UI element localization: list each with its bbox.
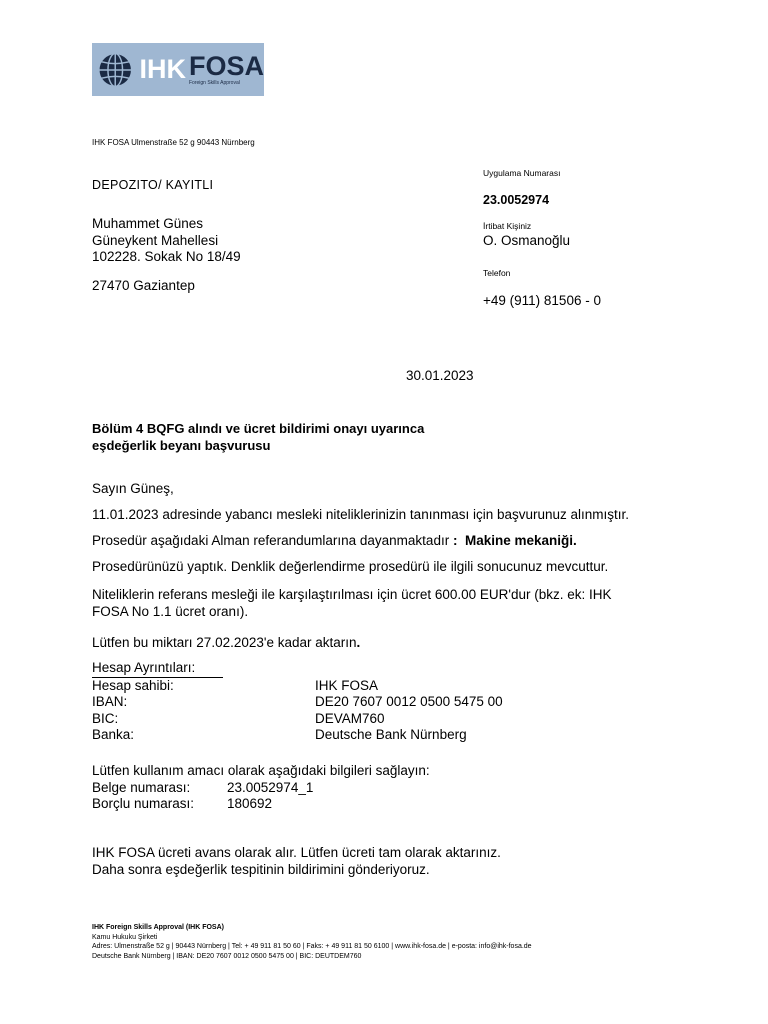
paragraph-2-text: Prosedür aşağıdaki Alman referandumlarına dayanmaktadır	[92, 533, 450, 548]
footer	[92, 923, 532, 961]
app-number-label: Uygulama Numarası	[483, 168, 561, 178]
paragraph-5-text: Lütfen bu miktarı 27.02.2023'e kadar aktarın	[92, 635, 357, 650]
debtor-number-label: Borçlu numarası:	[92, 796, 195, 811]
globe-icon	[97, 50, 133, 90]
salutation: Sayın Güneş,	[92, 481, 174, 496]
reference-occupation: Makine mekaniği.	[464, 533, 577, 548]
account-holder-label: Hesap sahibi:	[92, 677, 174, 693]
paragraph-1: 11.01.2023 adresinde yabancı mesleki niteliklerinizin tanınması için başvurunuz alınmıştır.	[92, 507, 630, 522]
bank-value: Deutsche Bank Nürnberg	[315, 727, 467, 742]
footer-address: Adres: Ulmenstraße 52 g | 90443 Nürnberg | Tel: + 49 911 81 50 60 | Faks: + 49 911 81 50 6100 | www.ihk-fosa.de | e-posta: info@ihk-fosa.de	[92, 943, 532, 950]
subject-line-2: eşdeğerlik beyanı başvurusu	[92, 438, 271, 453]
iban-label: IBAN:	[92, 694, 128, 709]
footer-legal-form: Kamu Hukuku Şirketi	[92, 933, 158, 941]
sender-line: IHK FOSA Ulmenstraße 52 g 90443 Nürnberg	[92, 138, 255, 147]
bic-value: DEVAM760	[315, 710, 385, 726]
paragraph-3: Prosedürünüzü yaptık. Denklik değerlendirme prosedürü ile ilgili sonucunuz mevcuttur.	[92, 559, 609, 574]
paragraph-4-line-1: Niteliklerin referans mesleği ile karşılaştırılması için ücret 600.00 EUR'dur (bkz. ek: IHK	[92, 587, 612, 602]
mail-type: DEPOZITO/ KAYITLI	[92, 178, 214, 192]
paragraph-4-line-2: FOSA No 1.1 ücret oranı).	[92, 603, 249, 619]
payment-purpose	[92, 763, 430, 813]
closing	[92, 845, 501, 878]
iban-value: DE20 7607 0012 0500 5475 00	[315, 694, 503, 709]
account-holder-value: IHK FOSA	[315, 677, 379, 693]
account-row-bic	[92, 711, 503, 728]
ihk-fosa-logo	[92, 43, 264, 96]
purpose-intro: Lütfen kullanım amacı olarak aşağıdaki bilgileri sağlayın:	[92, 763, 430, 778]
document-number-label: Belge numarası:	[92, 779, 191, 795]
closing-line-1: IHK FOSA ücreti avans olarak alır. Lütfen ücreti tam olarak aktarınız.	[92, 845, 501, 860]
paragraph-5	[92, 635, 360, 652]
closing-line-2: Daha sonra eşdeğerlik tespitinin bildirimini gönderiyoruz.	[92, 861, 430, 877]
bic-label: BIC:	[92, 710, 119, 726]
paragraph-5-dot: .	[356, 635, 361, 650]
document-number-value: 23.0052974_1	[227, 779, 314, 795]
logo-ihk-text: IHK	[139, 54, 186, 84]
paragraph-2	[92, 533, 577, 550]
recipient-street-no: 102228. Sokak No 18/49	[92, 249, 241, 264]
account-row-holder	[92, 678, 503, 695]
contact-label: İrtibat Kişiniz	[483, 221, 532, 231]
document-number-row	[92, 780, 430, 797]
paragraph-2-colon: :	[452, 533, 458, 548]
app-number-value: 23.0052974	[483, 193, 550, 207]
footer-bank: Deutsche Bank Nürnberg | IBAN: DE20 7607 0012 0500 5475 00 | BIC: DEUTDEM760	[92, 952, 362, 960]
account-details	[92, 660, 503, 744]
phone-value: +49 (911) 81506 - 0	[483, 293, 601, 308]
debtor-number-row	[92, 796, 430, 813]
recipient-name: Muhammet Günes	[92, 216, 204, 231]
footer-org-name: IHK Foreign Skills Approval (IHK FOSA)	[92, 924, 224, 931]
paragraph-4	[92, 587, 612, 620]
bank-label: Banka:	[92, 727, 135, 742]
debtor-number-value: 180692	[227, 796, 273, 811]
logo-tagline: Foreign Skills Approval	[188, 80, 240, 86]
recipient-address	[92, 216, 241, 294]
logo-fosa-text: FOSA	[188, 51, 264, 81]
account-heading: Hesap Ayrıntıları:	[92, 660, 223, 678]
subject-line-1: Bölüm 4 BQFG alındı ve ücret bildirimi onayı uyarınca	[92, 421, 425, 436]
account-row-iban	[92, 694, 503, 711]
recipient-city: 27470 Gaziantep	[92, 277, 195, 293]
subject	[92, 420, 424, 454]
phone-label: Telefon	[483, 268, 511, 278]
contact-value: O. Osmanoğlu	[483, 233, 571, 248]
recipient-street: Güneykent Mahellesi	[92, 232, 219, 248]
letter-date: 30.01.2023	[406, 368, 474, 383]
account-row-bank	[92, 727, 503, 744]
